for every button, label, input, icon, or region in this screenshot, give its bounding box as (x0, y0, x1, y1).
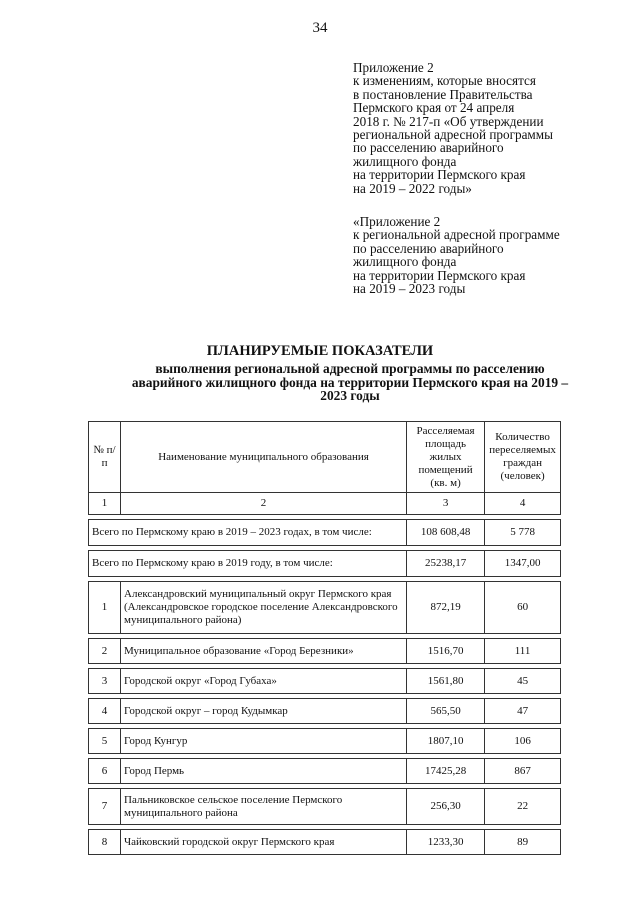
row-municipality: Александровский муниципальный округ Пермского края (Александровское городское поселение Александровского муниципального района) (121, 582, 407, 634)
row-people: 47 (485, 699, 561, 724)
row-people: 106 (485, 729, 561, 754)
index-cell: 1 (89, 493, 121, 515)
header-number: № п/п (89, 422, 121, 493)
row-municipality: Город Кунгур (121, 729, 407, 754)
total-2019-label: Всего по Пермскому краю в 2019 году, в том числе: (89, 551, 407, 577)
index-cell: 4 (485, 493, 561, 515)
row-municipality: Городской округ «Город Губаха» (121, 669, 407, 694)
row-people: 867 (485, 759, 561, 784)
table-header-row (89, 422, 561, 493)
row-area: 256,30 (407, 789, 485, 825)
document-title: ПЛАНИРУЕМЫЕ ПОКАЗАТЕЛИ (206, 343, 434, 359)
table-row (89, 729, 561, 754)
index-cell: 2 (121, 493, 407, 515)
row-municipality: Городской округ – город Кудымкар (121, 699, 407, 724)
row-number: 8 (89, 830, 121, 855)
row-area: 565,50 (407, 699, 485, 724)
table-row (89, 830, 561, 855)
row-area: 1807,10 (407, 729, 485, 754)
table-row (89, 759, 561, 784)
row-area: 1233,30 (407, 830, 485, 855)
row-area: 1516,70 (407, 639, 485, 664)
row-area: 17425,28 (407, 759, 485, 784)
row-number: 6 (89, 759, 121, 784)
total-2019-row (89, 551, 561, 577)
page-number: 34 (312, 20, 328, 36)
row-area: 872,19 (407, 582, 485, 634)
row-people: 45 (485, 669, 561, 694)
row-number: 4 (89, 699, 121, 724)
row-number: 3 (89, 669, 121, 694)
table-row (89, 639, 561, 664)
document-subtitle: выполнения региональной адресной программы по расселению аварийного жилищного фонда на территории Пермского края на 2019 – 2023 годы (131, 361, 569, 404)
row-number: 2 (89, 639, 121, 664)
row-number: 5 (89, 729, 121, 754)
total-2019-people: 1347,00 (485, 551, 561, 577)
row-municipality: Город Пермь (121, 759, 407, 784)
row-municipality: Муниципальное образование «Город Березники» (121, 639, 407, 664)
table-index-row (89, 493, 561, 515)
total-all-people: 5 778 (485, 520, 561, 546)
total-2019-area: 25238,17 (407, 551, 485, 577)
appendix-note-amendment: Приложение 2 к изменениям, которые вносятся в постановление Правительства Пермского края от 24 апреля 2018 г. № 217-п «Об утверждении региональной адресной программы по расселению аварийного жилищного фонда на территории Пермского края на 2019 – 2022 годы» (353, 60, 553, 196)
indicators-table (88, 421, 561, 855)
appendix-note-program: «Приложение 2 к региональной адресной программе по расселению аварийного жилищного фонда на территории Пермского края на 2019 – 2023 годы (353, 214, 560, 297)
header-municipality: Наименование муниципального образования (121, 422, 407, 493)
row-number: 7 (89, 789, 121, 825)
table-row (89, 669, 561, 694)
total-all-label: Всего по Пермскому краю в 2019 – 2023 годах, в том числе: (89, 520, 407, 546)
table-row (89, 699, 561, 724)
total-all-years-row (89, 520, 561, 546)
total-all-area: 108 608,48 (407, 520, 485, 546)
row-people: 60 (485, 582, 561, 634)
row-municipality: Чайковский городской округ Пермского края (121, 830, 407, 855)
row-area: 1561,80 (407, 669, 485, 694)
row-municipality: Пальниковское сельское поселение Пермского муниципального района (121, 789, 407, 825)
row-people: 89 (485, 830, 561, 855)
row-people: 111 (485, 639, 561, 664)
table-row (89, 789, 561, 825)
header-people: Количество переселяемых граждан (человек) (485, 422, 561, 493)
row-people: 22 (485, 789, 561, 825)
table-row (89, 582, 561, 634)
index-cell: 3 (407, 493, 485, 515)
header-area: Расселяемая площадь жилых помещений (кв. м) (407, 422, 485, 493)
row-number: 1 (89, 582, 121, 634)
